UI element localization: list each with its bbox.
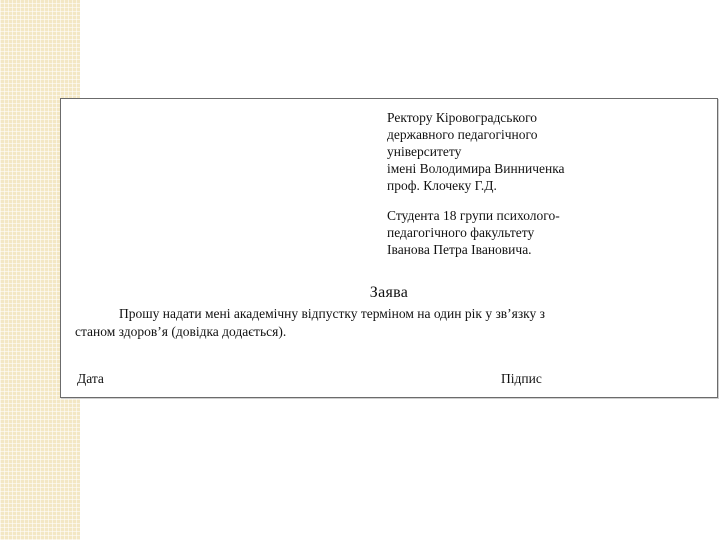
request-text: [75, 305, 635, 341]
addressee-line: Ректору Кіровоградського: [387, 110, 538, 125]
addressee-line: імені Володимира Винниченка: [387, 161, 565, 176]
addressee-line: державного педагогічного: [387, 127, 538, 142]
addressee-line: університету: [387, 144, 462, 159]
request-line-1: Прошу надати мені академічну відпустку терміном на один рік у зв’язку з: [119, 306, 546, 321]
sender-line: Іванова Петра Івановича.: [387, 242, 532, 257]
document-title: Заява: [369, 284, 409, 301]
application-document: [60, 98, 718, 398]
date-label: Дата: [77, 371, 104, 386]
spacer: [387, 194, 627, 207]
signature-label: Підпис: [501, 371, 542, 386]
sender-line: педагогічного факультету: [387, 225, 535, 240]
addressee-line: проф. Клочеку Г.Д.: [387, 178, 497, 193]
sender-line: Студента 18 групи психолого-: [387, 208, 560, 223]
request-line-2: станом здоров’я (довідка додається).: [75, 324, 287, 339]
addressee-block: [387, 109, 627, 258]
